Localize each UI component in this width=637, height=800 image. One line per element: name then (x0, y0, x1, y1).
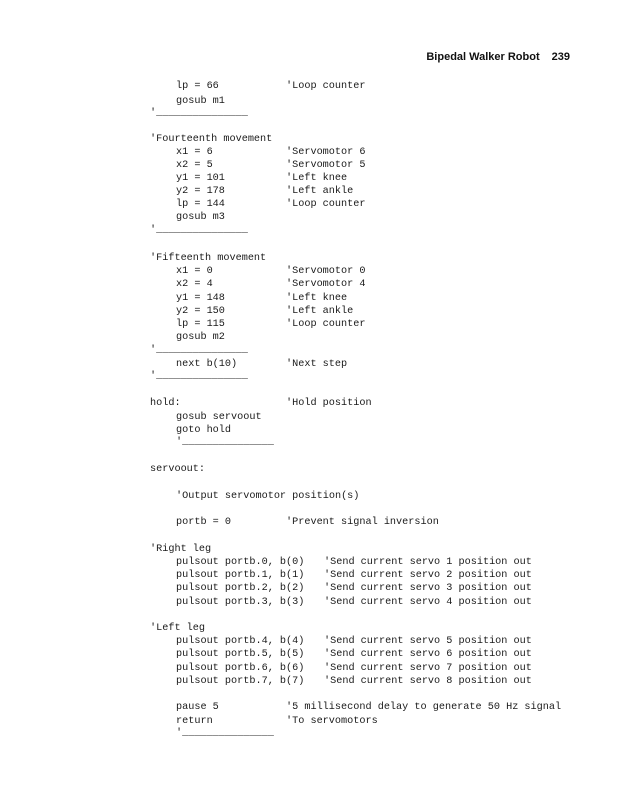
code-comment: 'Prevent signal inversion (286, 517, 439, 528)
code-line: gosub m1 (176, 96, 225, 107)
separator-comment: '_______________ (176, 437, 274, 448)
code-line: x2 = 4 (176, 279, 213, 290)
code-comment: 'Send current servo 2 position out (324, 570, 532, 581)
separator-comment: '_______________ (150, 225, 248, 236)
code-line: x1 = 6 (176, 147, 213, 158)
section-comment: 'Left leg (150, 623, 206, 634)
section-comment: 'Output servomotor position(s) (176, 491, 360, 502)
code-line: gosub servoout (176, 412, 262, 423)
page-header (426, 51, 570, 63)
code-comment: 'Send current servo 5 position out (324, 636, 532, 647)
code-line: y1 = 101 (176, 173, 225, 184)
code-line: return (176, 716, 213, 727)
code-line: lp = 66 (176, 81, 219, 92)
code-line: x2 = 5 (176, 160, 213, 171)
separator-comment: '_______________ (150, 108, 248, 119)
code-line: x1 = 0 (176, 266, 213, 277)
code-comment: 'To servomotors (286, 716, 378, 727)
code-line: pulsout portb.7, b(7) (176, 676, 305, 687)
code-comment: 'Left knee (286, 293, 348, 304)
code-comment: 'Loop counter (286, 81, 366, 92)
code-comment: 'Send current servo 4 position out (324, 597, 532, 608)
code-line: pulsout portb.4, b(4) (176, 636, 305, 647)
separator-comment: '_______________ (150, 345, 248, 356)
code-line: y2 = 178 (176, 186, 225, 197)
code-line: pulsout portb.0, b(0) (176, 557, 305, 568)
code-label: servoout: (150, 464, 206, 475)
separator-comment: '_______________ (176, 728, 274, 739)
code-comment: 'Send current servo 1 position out (324, 557, 532, 568)
code-line: gosub m3 (176, 212, 225, 223)
page-number: 239 (551, 51, 570, 63)
code-line: pulsout portb.1, b(1) (176, 570, 305, 581)
code-comment: 'Servomotor 6 (286, 147, 366, 158)
code-line: lp = 115 (176, 319, 225, 330)
code-line: next b(10) (176, 359, 238, 370)
code-line: pulsout portb.2, b(2) (176, 583, 305, 594)
section-comment: 'Right leg (150, 544, 212, 555)
code-comment: 'Send current servo 6 position out (324, 649, 532, 660)
code-comment: 'Send current servo 8 position out (324, 676, 532, 687)
code-comment: 'Left knee (286, 173, 348, 184)
code-comment: '5 millisecond delay to generate 50 Hz signal (286, 702, 562, 713)
section-comment: 'Fifteenth movement (150, 253, 267, 264)
code-line: y2 = 150 (176, 306, 225, 317)
code-line: portb = 0 (176, 517, 232, 528)
code-line: y1 = 148 (176, 293, 225, 304)
code-comment: 'Loop counter (286, 319, 366, 330)
code-label: hold: (150, 398, 181, 409)
separator-comment: '_______________ (150, 371, 248, 382)
code-comment: 'Send current servo 3 position out (324, 583, 532, 594)
code-comment: 'Next step (286, 359, 348, 370)
code-line: pause 5 (176, 702, 219, 713)
code-comment: 'Servomotor 4 (286, 279, 366, 290)
running-title: Bipedal Walker Robot (426, 51, 540, 63)
code-line: pulsout portb.5, b(5) (176, 649, 305, 660)
code-line: pulsout portb.3, b(3) (176, 597, 305, 608)
code-line: goto hold (176, 425, 232, 436)
code-line: lp = 144 (176, 199, 225, 210)
section-comment: 'Fourteenth movement (150, 134, 273, 145)
code-comment: 'Hold position (286, 398, 372, 409)
code-line: gosub m2 (176, 332, 225, 343)
code-comment: 'Servomotor 5 (286, 160, 366, 171)
code-comment: 'Left ankle (286, 306, 354, 317)
code-comment: 'Servomotor 0 (286, 266, 366, 277)
code-comment: 'Send current servo 7 position out (324, 663, 532, 674)
code-line: pulsout portb.6, b(6) (176, 663, 305, 674)
code-comment: 'Loop counter (286, 199, 366, 210)
code-comment: 'Left ankle (286, 186, 354, 197)
